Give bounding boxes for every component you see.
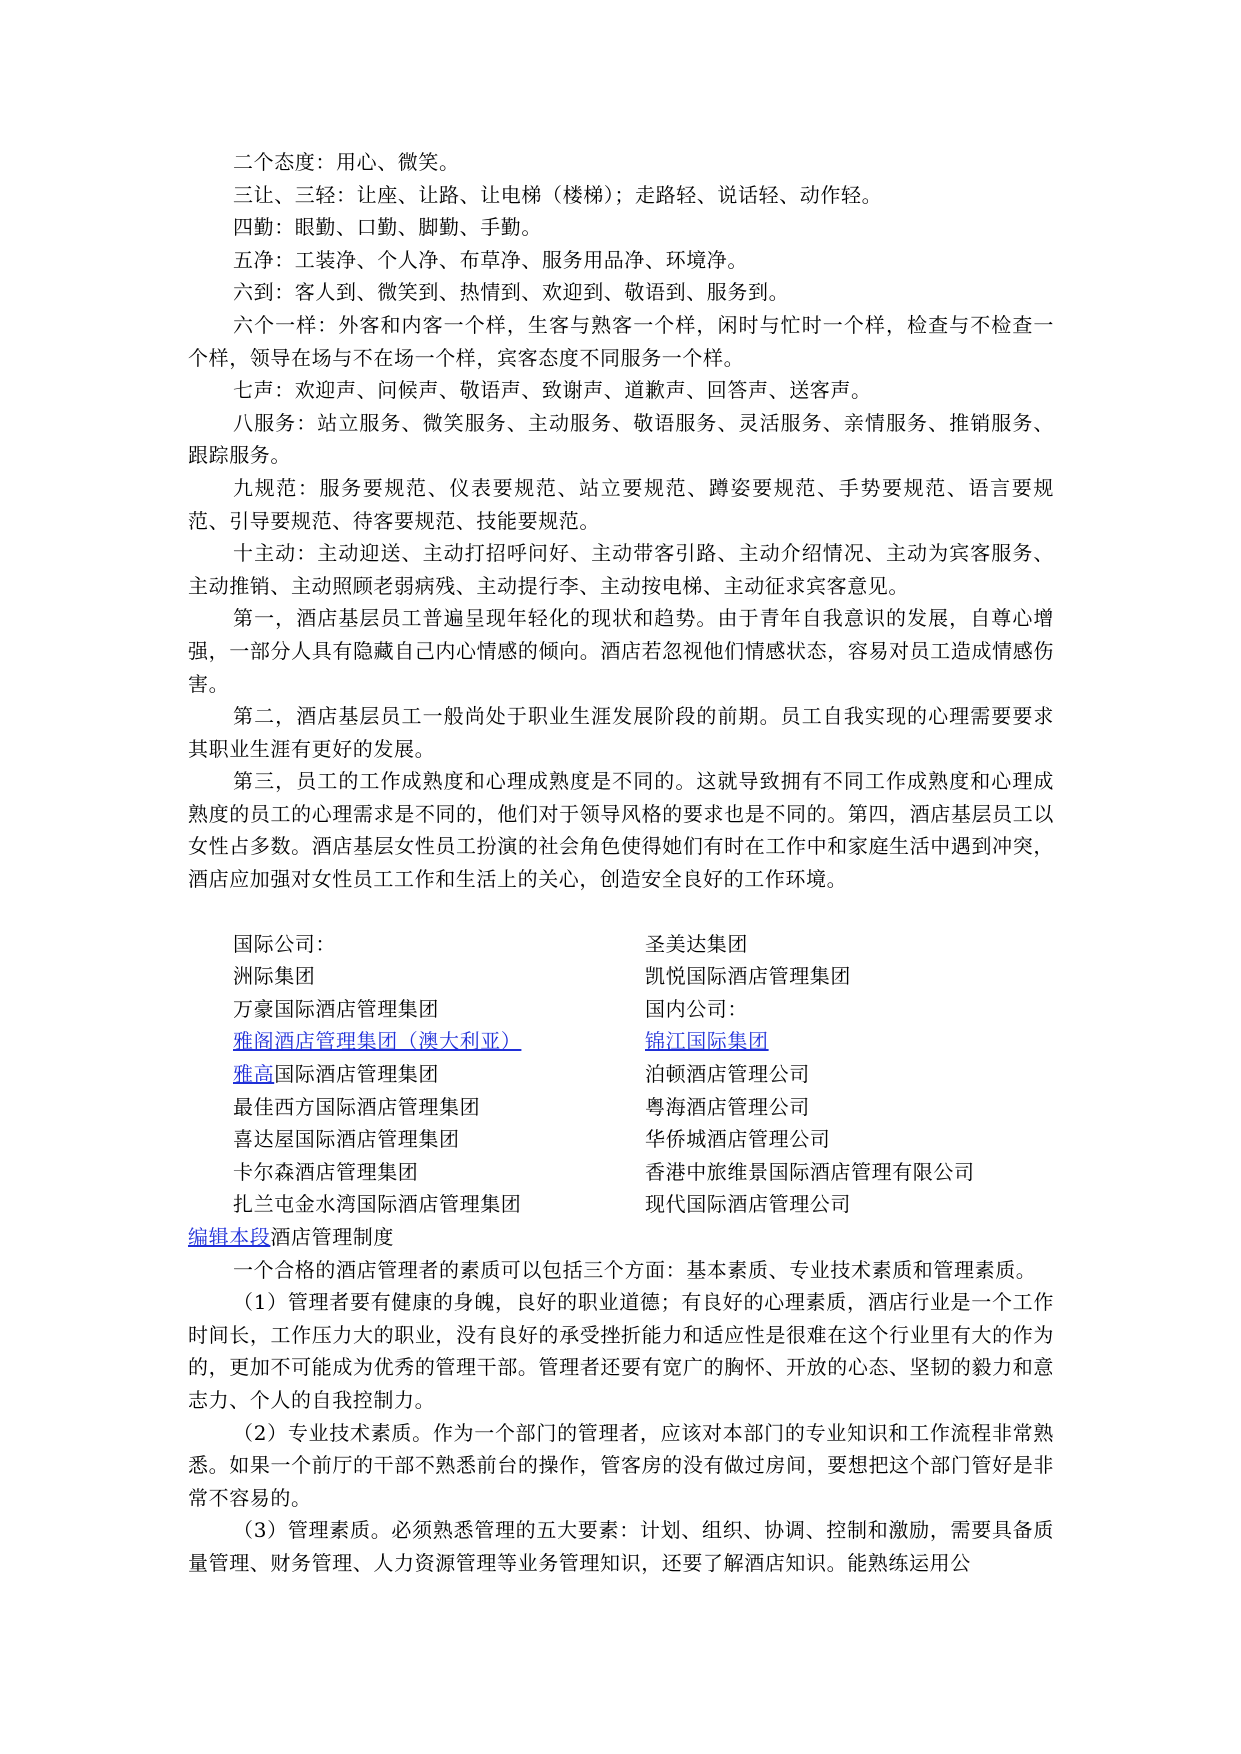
paragraph: （2）专业技术素质。作为一个部门的管理者，应该对本部门的专业知识和工作流程非常熟悉。如果一个前厅的干部不熟悉前台的操作，管客房的没有做过房间，要想把这个部门管好是非常不容易的。	[188, 1420, 1054, 1510]
international-heading: 国际公司：	[233, 931, 336, 956]
paragraph: 六个一样：外客和内客一个样，生客与熟客一个样，闲时与忙时一个样，检查与不检查一个样，领导在场与不在场一个样，宾客态度不同服务一个样。	[188, 312, 1054, 370]
paragraph: （3）管理素质。必须熟悉管理的五大要素：计划、组织、协调、控制和激励，需要具备质量管理、财务管理、人力资源管理等业务管理知识，还要了解酒店知识。能熟练运用公	[188, 1518, 1054, 1575]
paragraph: 三让、三轻：让座、让路、让电梯（楼梯）；走路轻、说话轻、动作轻。	[233, 182, 883, 207]
paragraph: （1）管理者要有健康的身魄，良好的职业道德；有良好的心理素质，酒店行业是一个工作时间长，工作压力大的职业，没有良好的承受挫折能力和适应性是很难在这个行业里有大的作为的，更加不可能成为优秀的管理干部。管理者还要有宽广的胸怀、开放的心态、坚韧的毅力和意志力、个人的自我控制力。	[188, 1290, 1054, 1412]
company-link[interactable]: 雅阁酒店管理集团（澳大利亚）	[233, 1029, 522, 1054]
paragraph: 五净：工装净、个人净、布草净、服务用品净、环境净。	[233, 247, 748, 272]
company-item	[645, 1025, 1054, 1058]
company-item	[188, 1025, 645, 1058]
section-title: 酒店管理制度	[270, 1225, 395, 1249]
paragraph: 四勤：眼勤、口勤、脚勤、手勤。	[233, 215, 542, 240]
company-item: 洲际集团	[233, 964, 316, 989]
paragraph: 一个合格的酒店管理者的素质可以包括三个方面：基本素质、专业技术素质和管理素质。	[233, 1257, 1037, 1282]
company-item: 万豪国际酒店管理集团	[233, 996, 439, 1021]
paragraph: 七声：欢迎声、问候声、敬语声、致谢声、道歉声、回答声、送客声。	[233, 378, 872, 403]
paragraph: 二个态度：用心、微笑。	[233, 150, 460, 174]
company-item: 华侨城酒店管理公司	[645, 1127, 831, 1152]
paragraph: 八服务：站立服务、微笑服务、主动服务、敬语服务、灵活服务、亲情服务、推销服务、跟踪服务。	[188, 410, 1054, 468]
company-item: 香港中旅维景国际酒店管理有限公司	[645, 1159, 975, 1184]
company-item: 卡尔森酒店管理集团	[233, 1159, 419, 1184]
domestic-heading: 国内公司：	[645, 996, 748, 1021]
company-item: 扎兰屯金水湾国际酒店管理集团	[233, 1192, 522, 1217]
company-item: 粤海酒店管理公司	[645, 1094, 810, 1119]
company-item	[188, 1058, 645, 1091]
document-body	[188, 146, 1054, 1580]
company-link[interactable]: 锦江国际集团	[645, 1029, 769, 1054]
paragraph: 第三，员工的工作成熟度和心理成熟度是不同的。这就导致拥有不同工作成熟度和心理成熟度的员工的心理需求是不同的，他们对于领导风格的要求也是不同的。第四，酒店基层员工以女性占多数。酒店基层女性员工扮演的社会角色使得她们有时在工作中和家庭生活中遇到冲突，酒店应加强对女性员工工作和生活上的关心，创造安全良好的工作环境。	[188, 769, 1054, 892]
paragraph: 第一，酒店基层员工普遍呈现年轻化的现状和趋势。由于青年自我意识的发展，自尊心增强，一部分人具有隐藏自己内心情感的倾向。酒店若忽视他们情感状态，容易对员工造成情感伤害。	[188, 606, 1054, 696]
paragraph: 第二，酒店基层员工一般尚处于职业生涯发展阶段的前期。员工自我实现的心理需要要求其职业生涯有更好的发展。	[188, 704, 1054, 761]
company-item: 凯悦国际酒店管理集团	[645, 964, 851, 989]
paragraph: 六到：客人到、微笑到、热情到、欢迎到、敬语到、服务到。	[233, 280, 790, 305]
company-item: 现代国际酒店管理公司	[645, 1192, 851, 1217]
company-item-text: 国际酒店管理集团	[274, 1062, 440, 1087]
spacer	[188, 896, 1054, 928]
section-heading	[188, 1221, 1054, 1254]
company-item: 圣美达集团	[645, 931, 748, 956]
paragraph: 十主动：主动迎送、主动打招呼问好、主动带客引路、主动介绍情况、主动为宾客服务、主动推销、主动照顾老弱病残、主动提行李、主动按电梯、主动征求宾客意见。	[188, 541, 1054, 598]
paragraph: 九规范：服务要规范、仪表要规范、站立要规范、蹲姿要规范、手势要规范、语言要规范、引导要规范、待客要规范、技能要规范。	[188, 475, 1054, 533]
company-link[interactable]: 雅高	[233, 1062, 275, 1087]
company-item: 喜达屋国际酒店管理集团	[233, 1127, 460, 1152]
company-list	[188, 928, 1054, 1221]
edit-section-link[interactable]: 编辑本段	[188, 1225, 271, 1249]
company-item: 泊顿酒店管理公司	[645, 1062, 810, 1087]
company-item: 最佳西方国际酒店管理集团	[233, 1094, 481, 1119]
